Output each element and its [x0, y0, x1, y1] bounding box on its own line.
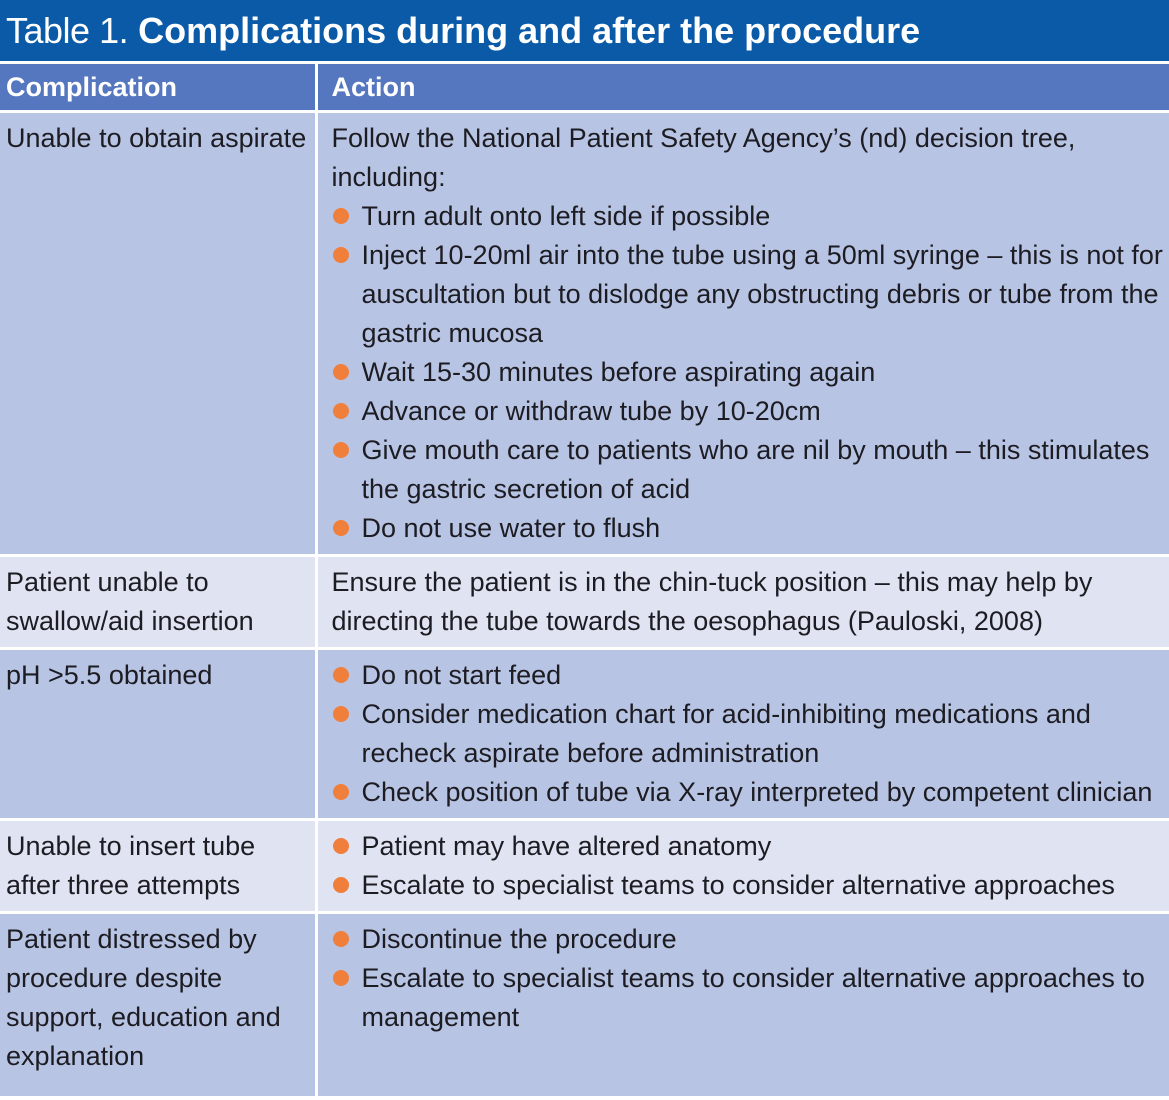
list-item-text: Patient may have altered anatomy — [361, 831, 772, 861]
bullet-dot-icon — [333, 403, 349, 419]
action-intro: Ensure the patient is in the chin-tuck position – this may help by directing the tube towards the oesophagus (Pauloski, 2008) — [331, 567, 1093, 636]
list-item — [332, 827, 1166, 866]
list-item — [332, 509, 1166, 548]
list-item — [332, 695, 1166, 773]
bullet-dot-icon — [333, 706, 349, 722]
action-bullet-list — [332, 656, 1166, 812]
complication-cell: pH >5.5 obtained — [0, 649, 316, 820]
complication-cell: Unable to obtain aspirate — [0, 112, 316, 556]
list-item — [332, 197, 1166, 236]
list-item-text: Turn adult onto left side if possible — [361, 201, 771, 231]
list-item-text: Do not start feed — [361, 660, 562, 690]
action-cell — [316, 820, 1169, 913]
list-item — [332, 959, 1166, 1037]
complication-cell: Patient distressed by procedure despite support, education and explanation — [0, 913, 316, 1098]
column-header-action: Action — [316, 64, 1169, 112]
action-cell — [316, 913, 1169, 1098]
complication-cell: Unable to insert tube after three attempts — [0, 820, 316, 913]
bullet-dot-icon — [333, 247, 349, 263]
table-header-row — [0, 64, 1169, 112]
bullet-dot-icon — [333, 667, 349, 683]
action-cell — [316, 649, 1169, 820]
list-item-text: Inject 10-20ml air into the tube using a 50ml syringe – this is not for auscultation but to dislodge any obstructing debris or tube from the gastric mucosa — [361, 240, 1163, 348]
list-item — [332, 773, 1166, 812]
list-item-text: Advance or withdraw tube by 10-20cm — [361, 396, 821, 426]
table-title-prefix: Table 1. — [6, 10, 129, 51]
table-row — [0, 556, 1169, 649]
column-header-complication: Complication — [0, 64, 316, 112]
list-item — [332, 353, 1166, 392]
table-title — [0, 0, 1169, 64]
bullet-dot-icon — [333, 877, 349, 893]
bullet-dot-icon — [333, 520, 349, 536]
table-title-main: Complications during and after the procedure — [138, 10, 921, 51]
table-row — [0, 112, 1169, 556]
list-item — [332, 236, 1166, 353]
list-item-text: Wait 15-30 minutes before aspirating again — [361, 357, 876, 387]
list-item-text: Check position of tube via X-ray interpreted by competent clinician — [361, 777, 1153, 807]
list-item-text: Escalate to specialist teams to consider alternative approaches — [361, 870, 1115, 900]
bullet-dot-icon — [333, 442, 349, 458]
action-cell — [316, 556, 1169, 649]
table-row — [0, 913, 1169, 1098]
list-item — [332, 866, 1166, 905]
bullet-dot-icon — [333, 364, 349, 380]
list-item — [332, 392, 1166, 431]
complication-cell: Patient unable to swallow/aid insertion — [0, 556, 316, 649]
bullet-dot-icon — [333, 838, 349, 854]
complications-table — [0, 64, 1169, 1099]
bullet-dot-icon — [333, 931, 349, 947]
action-intro: Follow the National Patient Safety Agency’s (nd) decision tree, including: — [331, 123, 1076, 192]
list-item-text: Escalate to specialist teams to consider alternative approaches to management — [361, 963, 1145, 1032]
list-item-text: Consider medication chart for acid-inhibiting medications and recheck aspirate before administration — [361, 699, 1091, 768]
bullet-dot-icon — [333, 784, 349, 800]
action-cell — [316, 112, 1169, 556]
table-row — [0, 820, 1169, 913]
list-item-text: Discontinue the procedure — [361, 924, 677, 954]
bullet-dot-icon — [333, 208, 349, 224]
list-item — [332, 656, 1166, 695]
list-item-text: Do not use water to flush — [361, 513, 661, 543]
bullet-dot-icon — [333, 970, 349, 986]
action-bullet-list — [332, 920, 1166, 1037]
action-bullet-list — [332, 827, 1166, 905]
list-item — [332, 431, 1166, 509]
list-item-text: Give mouth care to patients who are nil by mouth – this stimulates the gastric secretion of acid — [361, 435, 1150, 504]
action-bullet-list — [332, 197, 1166, 548]
list-item — [332, 920, 1166, 959]
table-row — [0, 649, 1169, 820]
